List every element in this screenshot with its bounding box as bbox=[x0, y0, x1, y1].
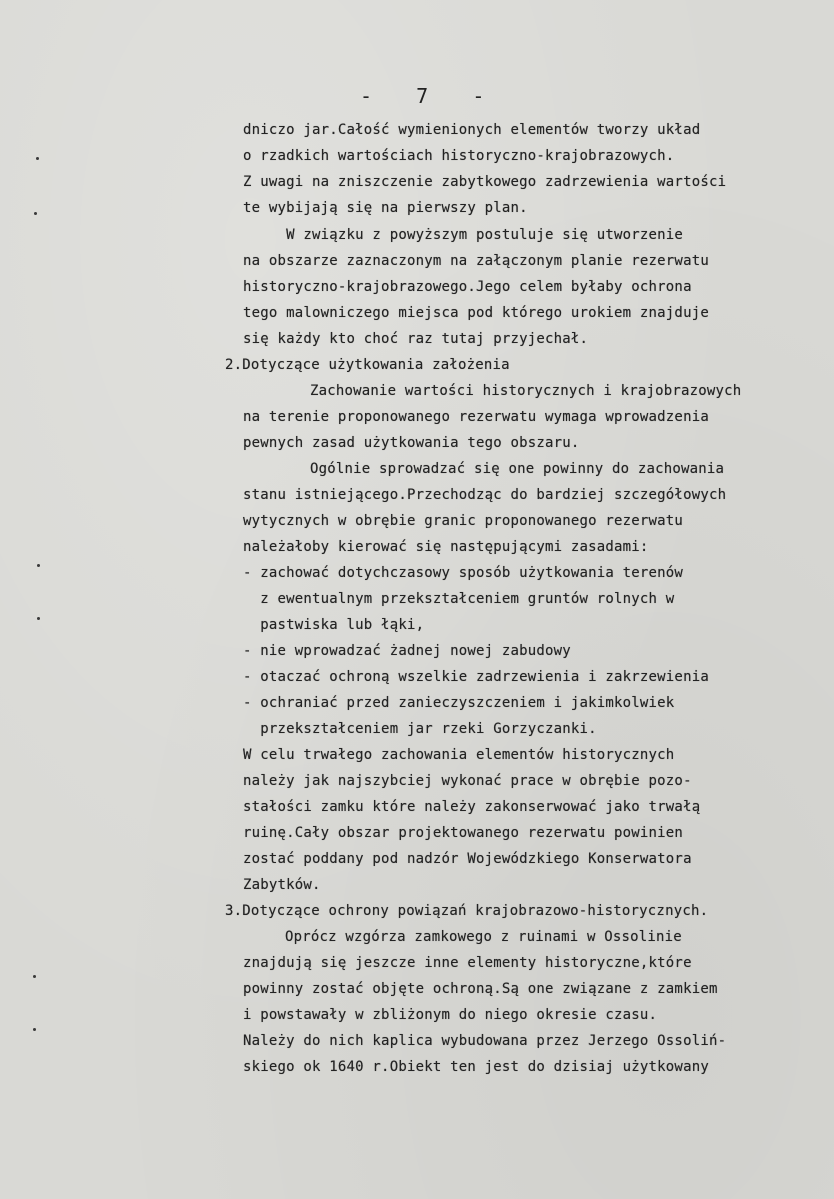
list-item: - zachować dotychczasowy sposób użytkowania terenów bbox=[243, 565, 684, 581]
margin-speck bbox=[33, 1028, 36, 1031]
margin-speck bbox=[37, 564, 40, 567]
text-line: dniczo jar.Całość wymienionych elementów tworzy układ bbox=[243, 122, 701, 138]
text-line: należałoby kierować się następującymi zasadami: bbox=[243, 539, 649, 555]
text-line: Zachowanie wartości historycznych i krajobrazowych bbox=[310, 383, 742, 399]
text-line: Ogólnie sprowadzać się one powinny do zachowania bbox=[310, 461, 725, 477]
text-line: pewnych zasad użytkowania tego obszaru. bbox=[243, 435, 580, 451]
text-line: należy jak najszybciej wykonać prace w obrębie pozo- bbox=[243, 773, 692, 789]
text-line: te wybijają się na pierwszy plan. bbox=[243, 200, 528, 216]
margin-speck bbox=[37, 617, 40, 620]
text-line: na obszarze zaznaczonym na załączonym planie rezerwatu bbox=[243, 253, 709, 269]
text-line: Oprócz wzgórza zamkowego z ruinami w Ossolinie bbox=[285, 929, 682, 945]
text-line: o rzadkich wartościach historyczno-krajobrazowych. bbox=[243, 148, 675, 164]
text-line: wytycznych w obrębie granic proponowanego rezerwatu bbox=[243, 513, 684, 529]
text-line: W celu trwałego zachowania elementów historycznych bbox=[243, 747, 675, 763]
list-item: - otaczać ochroną wszelkie zadrzewienia i zakrzewienia bbox=[243, 669, 709, 685]
text-line: zostać poddany pod nadzór Wojewódzkiego Konserwatora bbox=[243, 851, 692, 867]
text-line: Należy do nich kaplica wybudowana przez Jerzego Ossoliń- bbox=[243, 1033, 727, 1049]
margin-speck bbox=[33, 975, 36, 978]
text-line: Z uwagi na zniszczenie zabytkowego zadrzewienia wartości bbox=[243, 174, 727, 190]
margin-speck bbox=[34, 212, 37, 215]
list-item: z ewentualnym przekształceniem gruntów rolnych w bbox=[243, 591, 675, 607]
text-line: W związku z powyższym postuluje się utworzenie bbox=[243, 227, 684, 243]
list-item: przekształceniem jar rzeki Gorzyczanki. bbox=[243, 721, 597, 737]
margin-speck bbox=[36, 157, 39, 160]
list-item: - nie wprowadzać żadnej nowej zabudowy bbox=[243, 643, 571, 659]
text-line: powinny zostać objęte ochroną.Są one związane z zamkiem bbox=[243, 981, 718, 997]
list-item: - ochraniać przed zanieczyszczeniem i jakimkolwiek bbox=[243, 695, 675, 711]
section-heading: 3.Dotyczące ochrony powiązań krajobrazowo-historycznych. bbox=[225, 903, 709, 919]
text-line: na terenie proponowanego rezerwatu wymaga wprowadzenia bbox=[243, 409, 709, 425]
text-line: historyczno-krajobrazowego.Jego celem byłaby ochrona bbox=[243, 279, 692, 295]
text-line: tego malowniczego miejsca pod którego urokiem znajduje bbox=[243, 305, 709, 321]
page-number: - 7 - bbox=[360, 84, 487, 108]
text-line: ruinę.Cały obszar projektowanego rezerwatu powinien bbox=[243, 825, 684, 841]
section-heading: 2.Dotyczące użytkowania założenia bbox=[225, 357, 510, 373]
text-line: skiego ok 1640 r.Obiekt ten jest do dzisiaj użytkowany bbox=[243, 1059, 709, 1075]
text-line: znajdują się jeszcze inne elementy historyczne,które bbox=[243, 955, 692, 971]
text-line: Zabytków. bbox=[243, 877, 321, 893]
list-item: pastwiska lub łąki, bbox=[243, 617, 425, 633]
text-line: stałości zamku które należy zakonserwować jako trwałą bbox=[243, 799, 701, 815]
text-line: i powstawały w zbliżonym do niego okresie czasu. bbox=[243, 1007, 658, 1023]
text-line: stanu istniejącego.Przechodząc do bardziej szczegółowych bbox=[243, 487, 727, 503]
text-line: się każdy kto choć raz tutaj przyjechał. bbox=[243, 331, 589, 347]
